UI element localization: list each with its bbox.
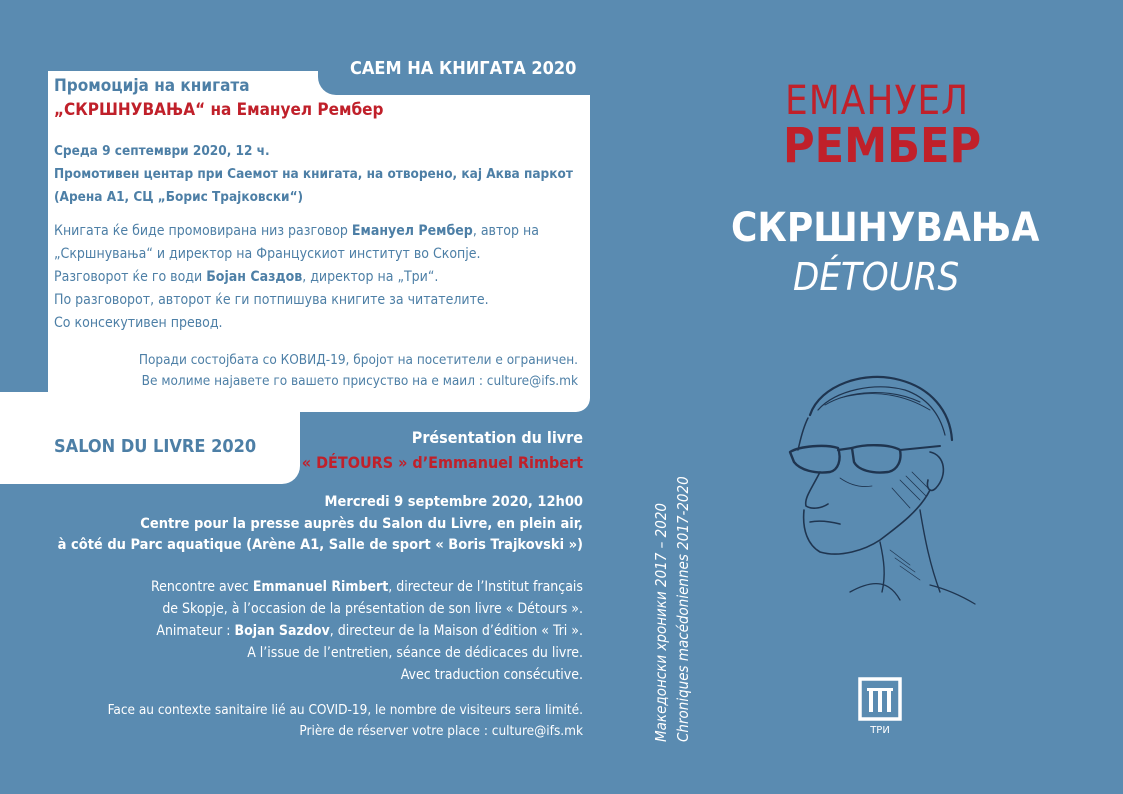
author-portrait-sketch	[780, 360, 980, 605]
mk-description	[54, 220, 539, 335]
fr-body-text: , directeur de l’Institut français	[388, 579, 583, 595]
mk-body-text: , автор на	[472, 223, 539, 239]
mk-body-line	[54, 266, 539, 289]
fr-body-line: Avec traduction consécutive.	[400, 667, 583, 683]
fr-body-line: A l’issue de l’entretien, séance de dédicaces du livre.	[247, 645, 583, 661]
fr-body-line	[151, 620, 583, 642]
promo-book-title: „СКРШНУВАЊА“	[54, 100, 206, 120]
fr-covid-note	[108, 700, 583, 742]
salon-title: SALON DU LIVRE 2020	[54, 436, 257, 457]
mk-event-details	[54, 140, 573, 209]
fr-body-line	[151, 576, 583, 598]
promo-author: на Емануел Рембер	[205, 100, 384, 120]
mk-body-text: , директор на „Три“.	[302, 269, 439, 285]
mk-author-name: Емануел Рембер	[351, 223, 473, 239]
mk-body-text: Книгата ќе биде промовирана низ разговор	[54, 223, 352, 239]
book-spine	[650, 476, 694, 742]
mk-body-line	[54, 220, 539, 243]
promo-heading: Промоција на книгата	[54, 76, 250, 96]
mk-note-line: Поради состојбата со КОВИД-19, бројот на посетители е ограничен.	[138, 352, 578, 368]
mk-moderator-name: Бојан Саздов	[206, 269, 303, 285]
fr-body-text: , directeur de la Maison d’édition « Tri ».	[329, 623, 583, 639]
fr-pres-subheading: « DÉTOURS » d’Emmanuel Rimbert	[301, 453, 583, 472]
fr-body-line: de Skopje, à l’occasion de la présentation de son livre « Détours ».	[162, 601, 583, 617]
fr-pres-heading: Présentation du livre	[411, 428, 583, 447]
fr-author-name: Emmanuel Rimbert	[252, 579, 389, 595]
fr-description	[151, 576, 583, 686]
fr-date: Mercredi 9 septembre 2020, 12h00	[324, 494, 583, 510]
spine-fr: Chroniques macédoniennes 2017-2020	[674, 476, 692, 742]
spine-mk: Македонски хроники 2017 – 2020	[652, 503, 670, 742]
mk-note-line: Ве молиме најавете го вашето присуство на е маил : culture@ifs.mk	[141, 373, 578, 389]
mk-body-line: Со консекутивен превод.	[54, 315, 223, 331]
fr-venue-2: à côté du Parc aquatique (Arène A1, Salle de sport « Boris Trajkovski »)	[57, 537, 583, 553]
cover-title: СКРШНУВАЊА	[731, 205, 1040, 251]
fr-body-text: Rencontre avec	[150, 579, 253, 595]
mk-body-text: Разговорот ќе го води	[54, 269, 207, 285]
fair-title: САЕМ НА КНИГАТА 2020	[350, 58, 577, 79]
mk-venue: Промотивен центар при Саемот на книгата, на отворено, кај Аква паркот	[54, 166, 573, 182]
publisher-logo	[858, 677, 902, 737]
fr-note-line: Face au contexte sanitaire lié au COVID-19, le nombre de visiteurs sera limité.	[107, 702, 583, 718]
promo-subheading	[54, 100, 383, 120]
mk-covid-note	[139, 350, 578, 392]
cover-last-name: РЕМБЕР	[783, 118, 982, 174]
mk-date: Среда 9 септември 2020, 12 ч.	[54, 143, 270, 159]
cover-first-name: ЕМАНУЕЛ	[785, 78, 970, 124]
fr-venue: Centre pour la presse auprès du Salon du Livre, en plein air,	[140, 515, 583, 532]
fr-event-details	[58, 492, 583, 557]
mk-body-line: По разговорот, авторот ќе ги потпишува книгите за читателите.	[54, 292, 489, 308]
mk-venue-2: (Арена А1, СЦ „Борис Трајковски“)	[54, 189, 304, 205]
fr-body-text: Animateur :	[156, 623, 235, 639]
fr-moderator-name: Bojan Sazdov	[234, 623, 330, 639]
cover-subtitle: DÉTOURS	[793, 255, 960, 299]
publisher-logo-text: ТРИ	[870, 725, 890, 736]
mk-body-line: „Скршнувања“ и директор на Францускиот институт во Скопје.	[54, 246, 481, 262]
fr-note-line: Prière de réserver votre place : culture@ifs.mk	[299, 723, 583, 739]
